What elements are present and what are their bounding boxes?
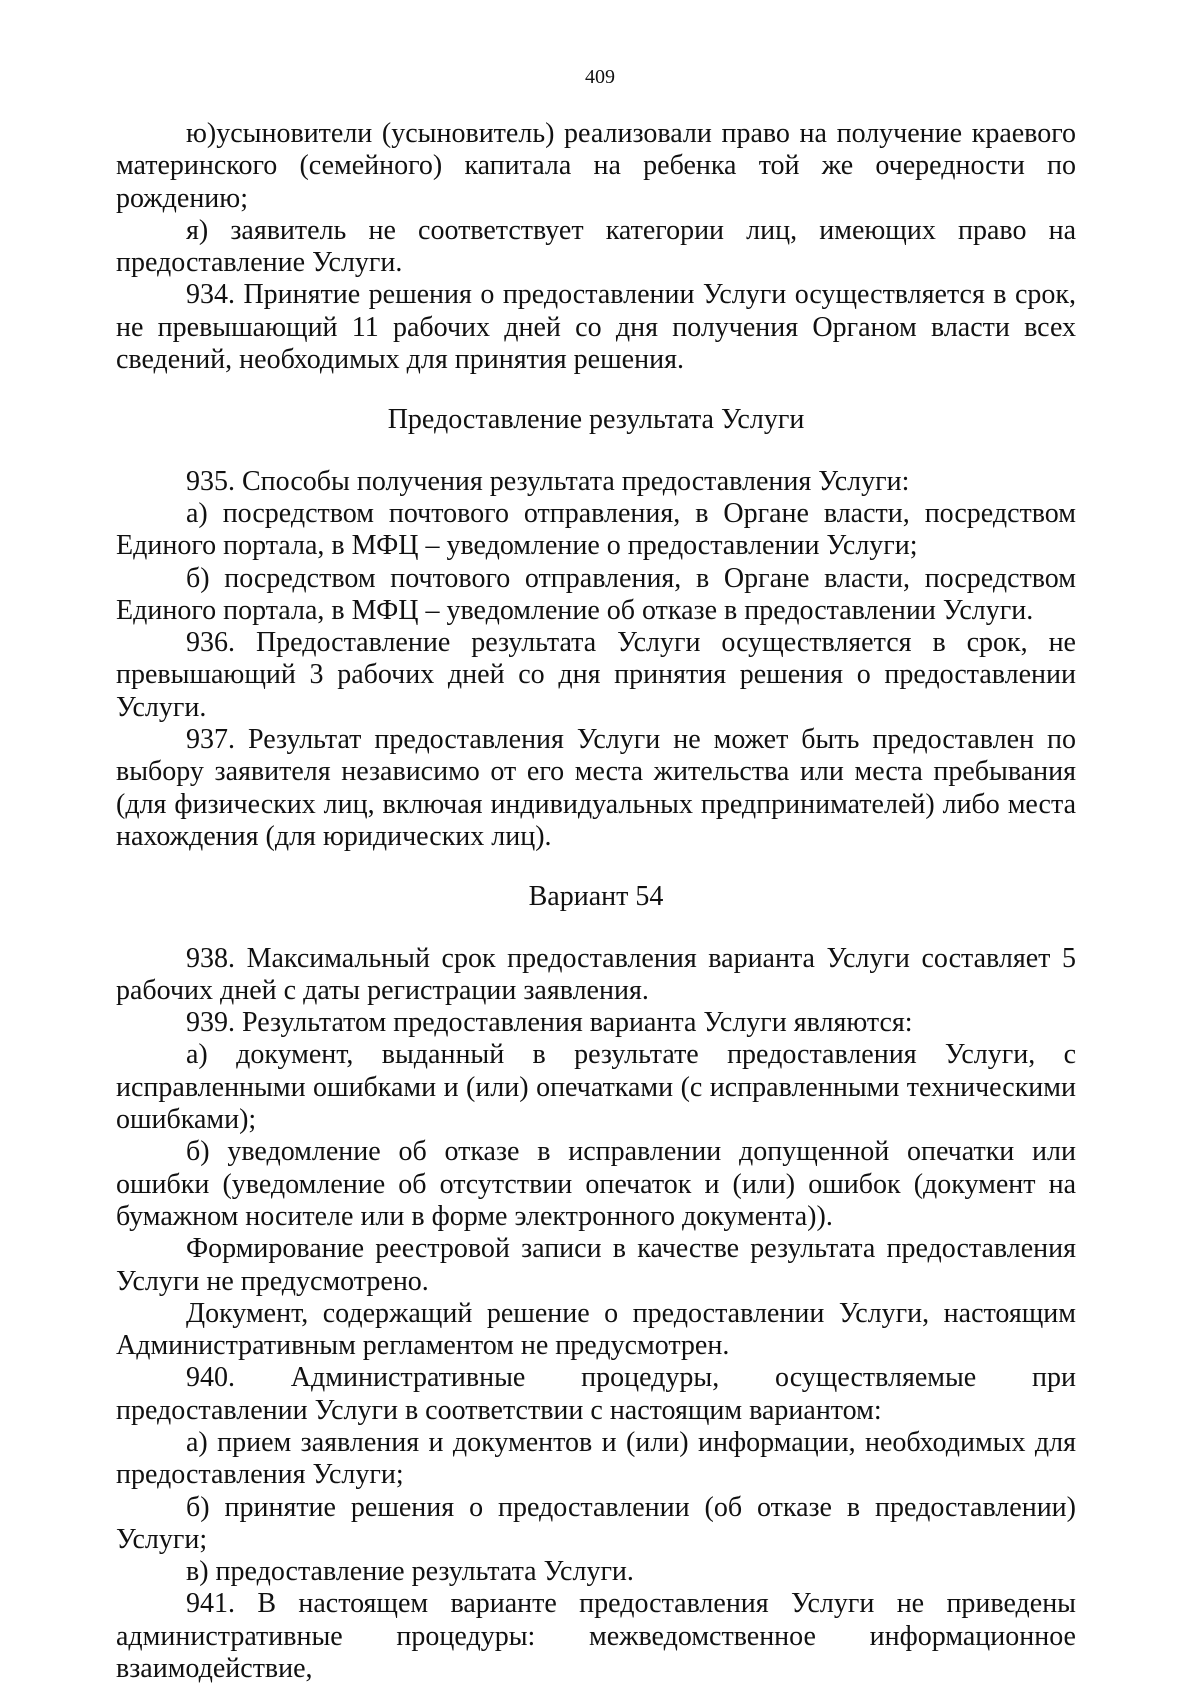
paragraph-940: 940. Административные процедуры, осуществляемые при предоставлении Услуги в соответствии с настоящим вариантом: — [116, 1362, 1076, 1426]
paragraph-940-b: б) принятие решения о предоставлении (об отказе в предоставлении) Услуги; — [116, 1491, 1076, 1555]
document-body — [116, 118, 1076, 1685]
paragraph-938: 938. Максимальный срок предоставления варианта Услуги составляет 5 рабочих дней с даты регистрации заявления. — [116, 942, 1076, 1006]
paragraph-940-v: в) предоставление результата Услуги. — [186, 1556, 634, 1588]
page-number: 409 — [585, 66, 615, 88]
paragraph-registry-record: Формирование реестровой записи в качестве результата предоставления Услуги не предусмотрено. — [116, 1233, 1076, 1297]
paragraph-935-a: а) посредством почтового отправления, в Органе власти, посредством Единого портала, в МФЦ – уведомление о предоставлении Услуги; — [116, 497, 1076, 562]
paragraph-935: 935. Способы получения результата предоставления Услуги: — [186, 465, 910, 497]
paragraph-941: 941. В настоящем варианте предоставления Услуги не приведены административные процедуры: межведомственное информационное взаимодействие, — [116, 1588, 1076, 1685]
paragraph-937: 937. Результат предоставления Услуги не может быть предоставлен по выбору заявителя независимо от его места жительства или места пребывания (для физических лиц, включая индивидуальных предпринимателей) либо места нахождения (для юридических лиц). — [116, 724, 1076, 852]
paragraph-item-yu: ю)усыновители (усыновитель) реализовали право на получение краевого материнского (семейного) капитала на ребенка той же очередности по рождению; — [116, 118, 1076, 214]
paragraph-935-b: б) посредством почтового отправления, в Органе власти, посредством Единого портала, в МФЦ – уведомление об отказе в предоставлении Услуги. — [116, 562, 1076, 626]
paragraph-decision-document: Документ, содержащий решение о предоставлении Услуги, настоящим Административным регламентом не предусмотрен. — [116, 1297, 1076, 1362]
paragraph-item-ya: я) заявитель не соответствует категории лиц, имеющих право на предоставление Услуги. — [116, 214, 1076, 279]
paragraph-940-a: а) прием заявления и документов и (или) информации, необходимых для предоставления Услуги; — [116, 1426, 1076, 1491]
paragraph-934: 934. Принятие решения о предоставлении Услуги осуществляется в срок, не превышающий 11 рабочих дней со дня получения Органом власти всех сведений, необходимых для принятия решения. — [116, 279, 1076, 376]
paragraph-936: 936. Предоставление результата Услуги осуществляется в срок, не превышающий 3 рабочих дней со дня принятия решения о предоставлении Услуги. — [116, 627, 1076, 723]
section-heading-result: Предоставление результата Услуги — [387, 404, 805, 436]
paragraph-939-b: б) уведомление об отказе в исправлении допущенной опечатки или ошибки (уведомление об отсутствии опечаток и (или) ошибок (документ на бумажном носителе или в форме электронного документа)). — [116, 1136, 1076, 1232]
section-heading-variant: Вариант 54 — [528, 881, 664, 913]
paragraph-939: 939. Результатом предоставления варианта Услуги являются: — [186, 1007, 913, 1039]
paragraph-939-a: а) документ, выданный в результате предоставления Услуги, с исправленными ошибками и (или) опечатками (с исправленными техническими ошибками); — [116, 1039, 1076, 1136]
